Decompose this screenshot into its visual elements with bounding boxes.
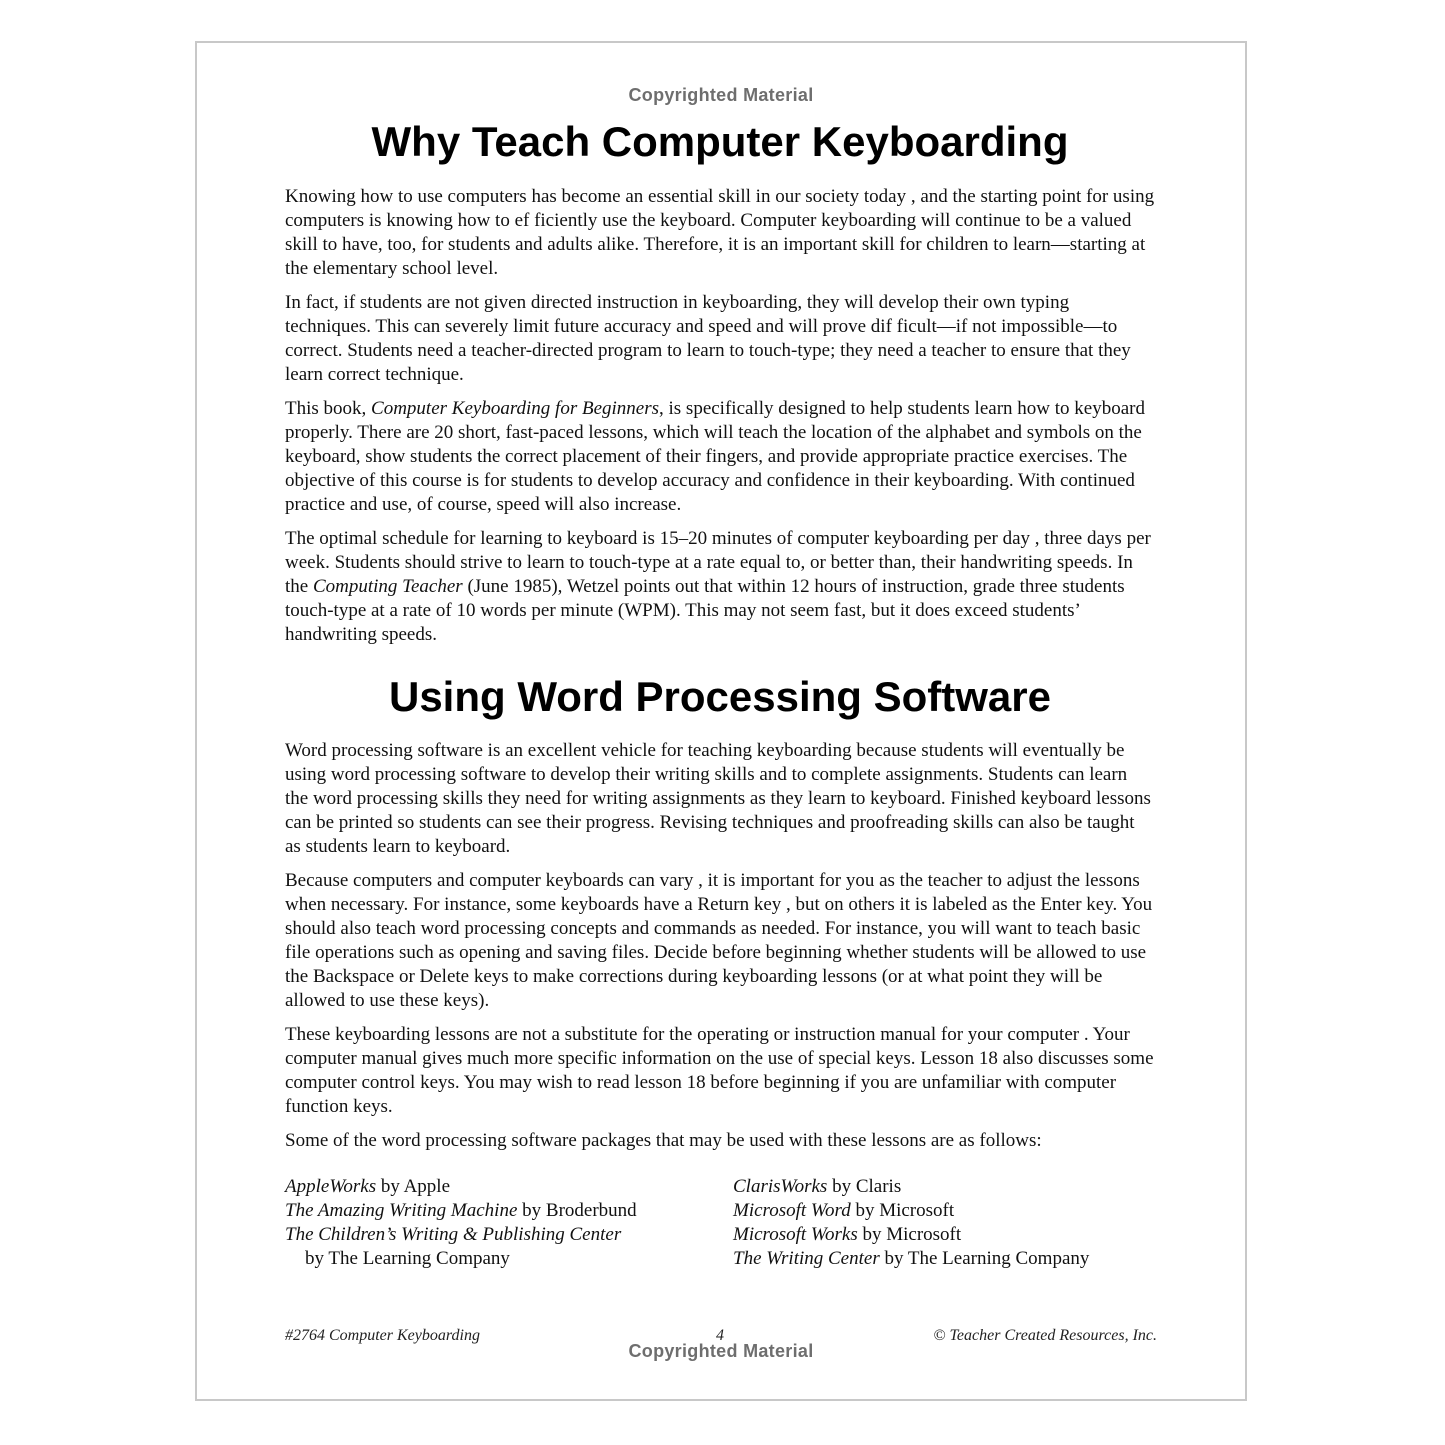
software-item: The Writing Center by The Learning Company	[733, 1248, 1090, 1269]
footer-publisher: © Teacher Created Resources, Inc.	[933, 1327, 1157, 1344]
copyright-watermark-top: Copyrighted Material	[628, 85, 814, 105]
paragraph-text: This book,	[285, 398, 372, 419]
software-item: The Children’s Writing & Publishing Center	[285, 1224, 622, 1245]
paragraph-text: , is specifically designed to help students learn how to keyboard properly. There are 20 short, fast-paced lessons, which will teach the location of the alphabet and symbols on the keyboard, show students the correct placement of their fingers, and provide appropriate practice exercises. The objective of this course is for students to develop accuracy and confidence in their keyboarding. With continued practice and use, of course, speed will also increase.	[285, 398, 1145, 515]
footer-book-code: #2764 Computer Keyboarding	[285, 1327, 480, 1344]
section-keyboarding	[285, 185, 1155, 657]
software-item-continuation: by The Learning Company	[305, 1248, 510, 1269]
paragraph	[285, 397, 1155, 517]
book-title: Computer Keyboarding for Beginners	[371, 398, 659, 419]
section-title-keyboarding: Why Teach Computer Keyboarding	[371, 118, 1069, 165]
publication-title: Computing Teacher	[312, 576, 463, 597]
paragraph: In fact, if students are not given directed instruction in keyboarding, they will develop their own typing techniques. This can severely limit future accuracy and speed and will prove dif ficult—if not impossible—to correct. Students need a teacher-directed program to learn to touch-type; they need a teacher to ensure that they learn correct technique.	[285, 292, 1131, 385]
software-item: Microsoft Works by Microsoft	[733, 1224, 962, 1245]
paragraph-text: The optimal schedule for learning to keyboard is 15–20 minutes of computer keyboarding per day , three days per week. Students should strive to learn to touch-type at a rate equal to, or better than, their handwriting speeds. In the	[285, 528, 1151, 597]
paragraph: These keyboarding lessons are not a substitute for the operating or instruction manual for your computer . Your computer manual gives much more specific information on the use of special keys. Lesson 18 also discusses some computer control keys. You may wish to read lesson 18 before beginning if you are unfamiliar with computer function keys.	[285, 1024, 1154, 1117]
document-page	[195, 41, 1247, 1401]
footer-page-number: 4	[716, 1327, 724, 1344]
software-item: Microsoft Word by Microsoft	[733, 1200, 955, 1221]
section-title-word-processing: Using Word Processing Software	[388, 673, 1051, 720]
copyright-watermark-bottom: Copyrighted Material	[628, 1341, 814, 1361]
paragraph: Some of the word processing software packages that may be used with these lessons are as follows:	[285, 1130, 1042, 1151]
paragraph: Because computers and computer keyboards can vary , it is important for you as the teacher to adjust the lessons when necessary. For instance, some keyboards have a Return key , but on others it is labeled as the Enter key. You should also teach word processing concepts and commands as needed. For instance, you will want to teach basic file operations such as opening and saving files. Decide before beginning whether students will be allowed to use the Backspace or Delete keys to make corrections during keyboarding lessons (or at what point they will be allowed to use these keys).	[285, 870, 1153, 1011]
software-item: AppleWorks by Apple	[285, 1176, 451, 1197]
software-item: ClarisWorks by Claris	[733, 1176, 902, 1197]
paragraph: Word processing software is an excellent vehicle for teaching keyboarding because students will eventually be using word processing software to develop their writing skills and to complete assignments. Students can learn the word processing skills they need for writing assignments as they learn to keyboard. Finished keyboard lessons can be printed so students can see their progress. Revising techniques and proofreading skills can also be taught as students learn to keyboard.	[285, 740, 1151, 857]
paragraph: Knowing how to use computers has become an essential skill in our society today , and the starting point for using computers is knowing how to ef ficiently use the keyboard. Computer keyboarding will continue to be a valued skill to have, too, for students and adults alike. Therefore, it is an important skill for children to learn—starting at the elementary school level.	[285, 186, 1155, 279]
software-item: The Amazing Writing Machine by Broderbund	[285, 1200, 637, 1221]
software-list-left	[285, 1175, 725, 1271]
paragraph-text: (June 1985), Wetzel points out that within 12 hours of instruction, grade three students touch-type at a rate of 10 words per minute (WPM). This may not seem fast, but it does exceed students’ handwriting speeds.	[285, 576, 1125, 645]
section-word-processing	[285, 739, 1155, 1163]
software-list-right	[733, 1175, 1163, 1271]
paragraph	[285, 527, 1155, 647]
